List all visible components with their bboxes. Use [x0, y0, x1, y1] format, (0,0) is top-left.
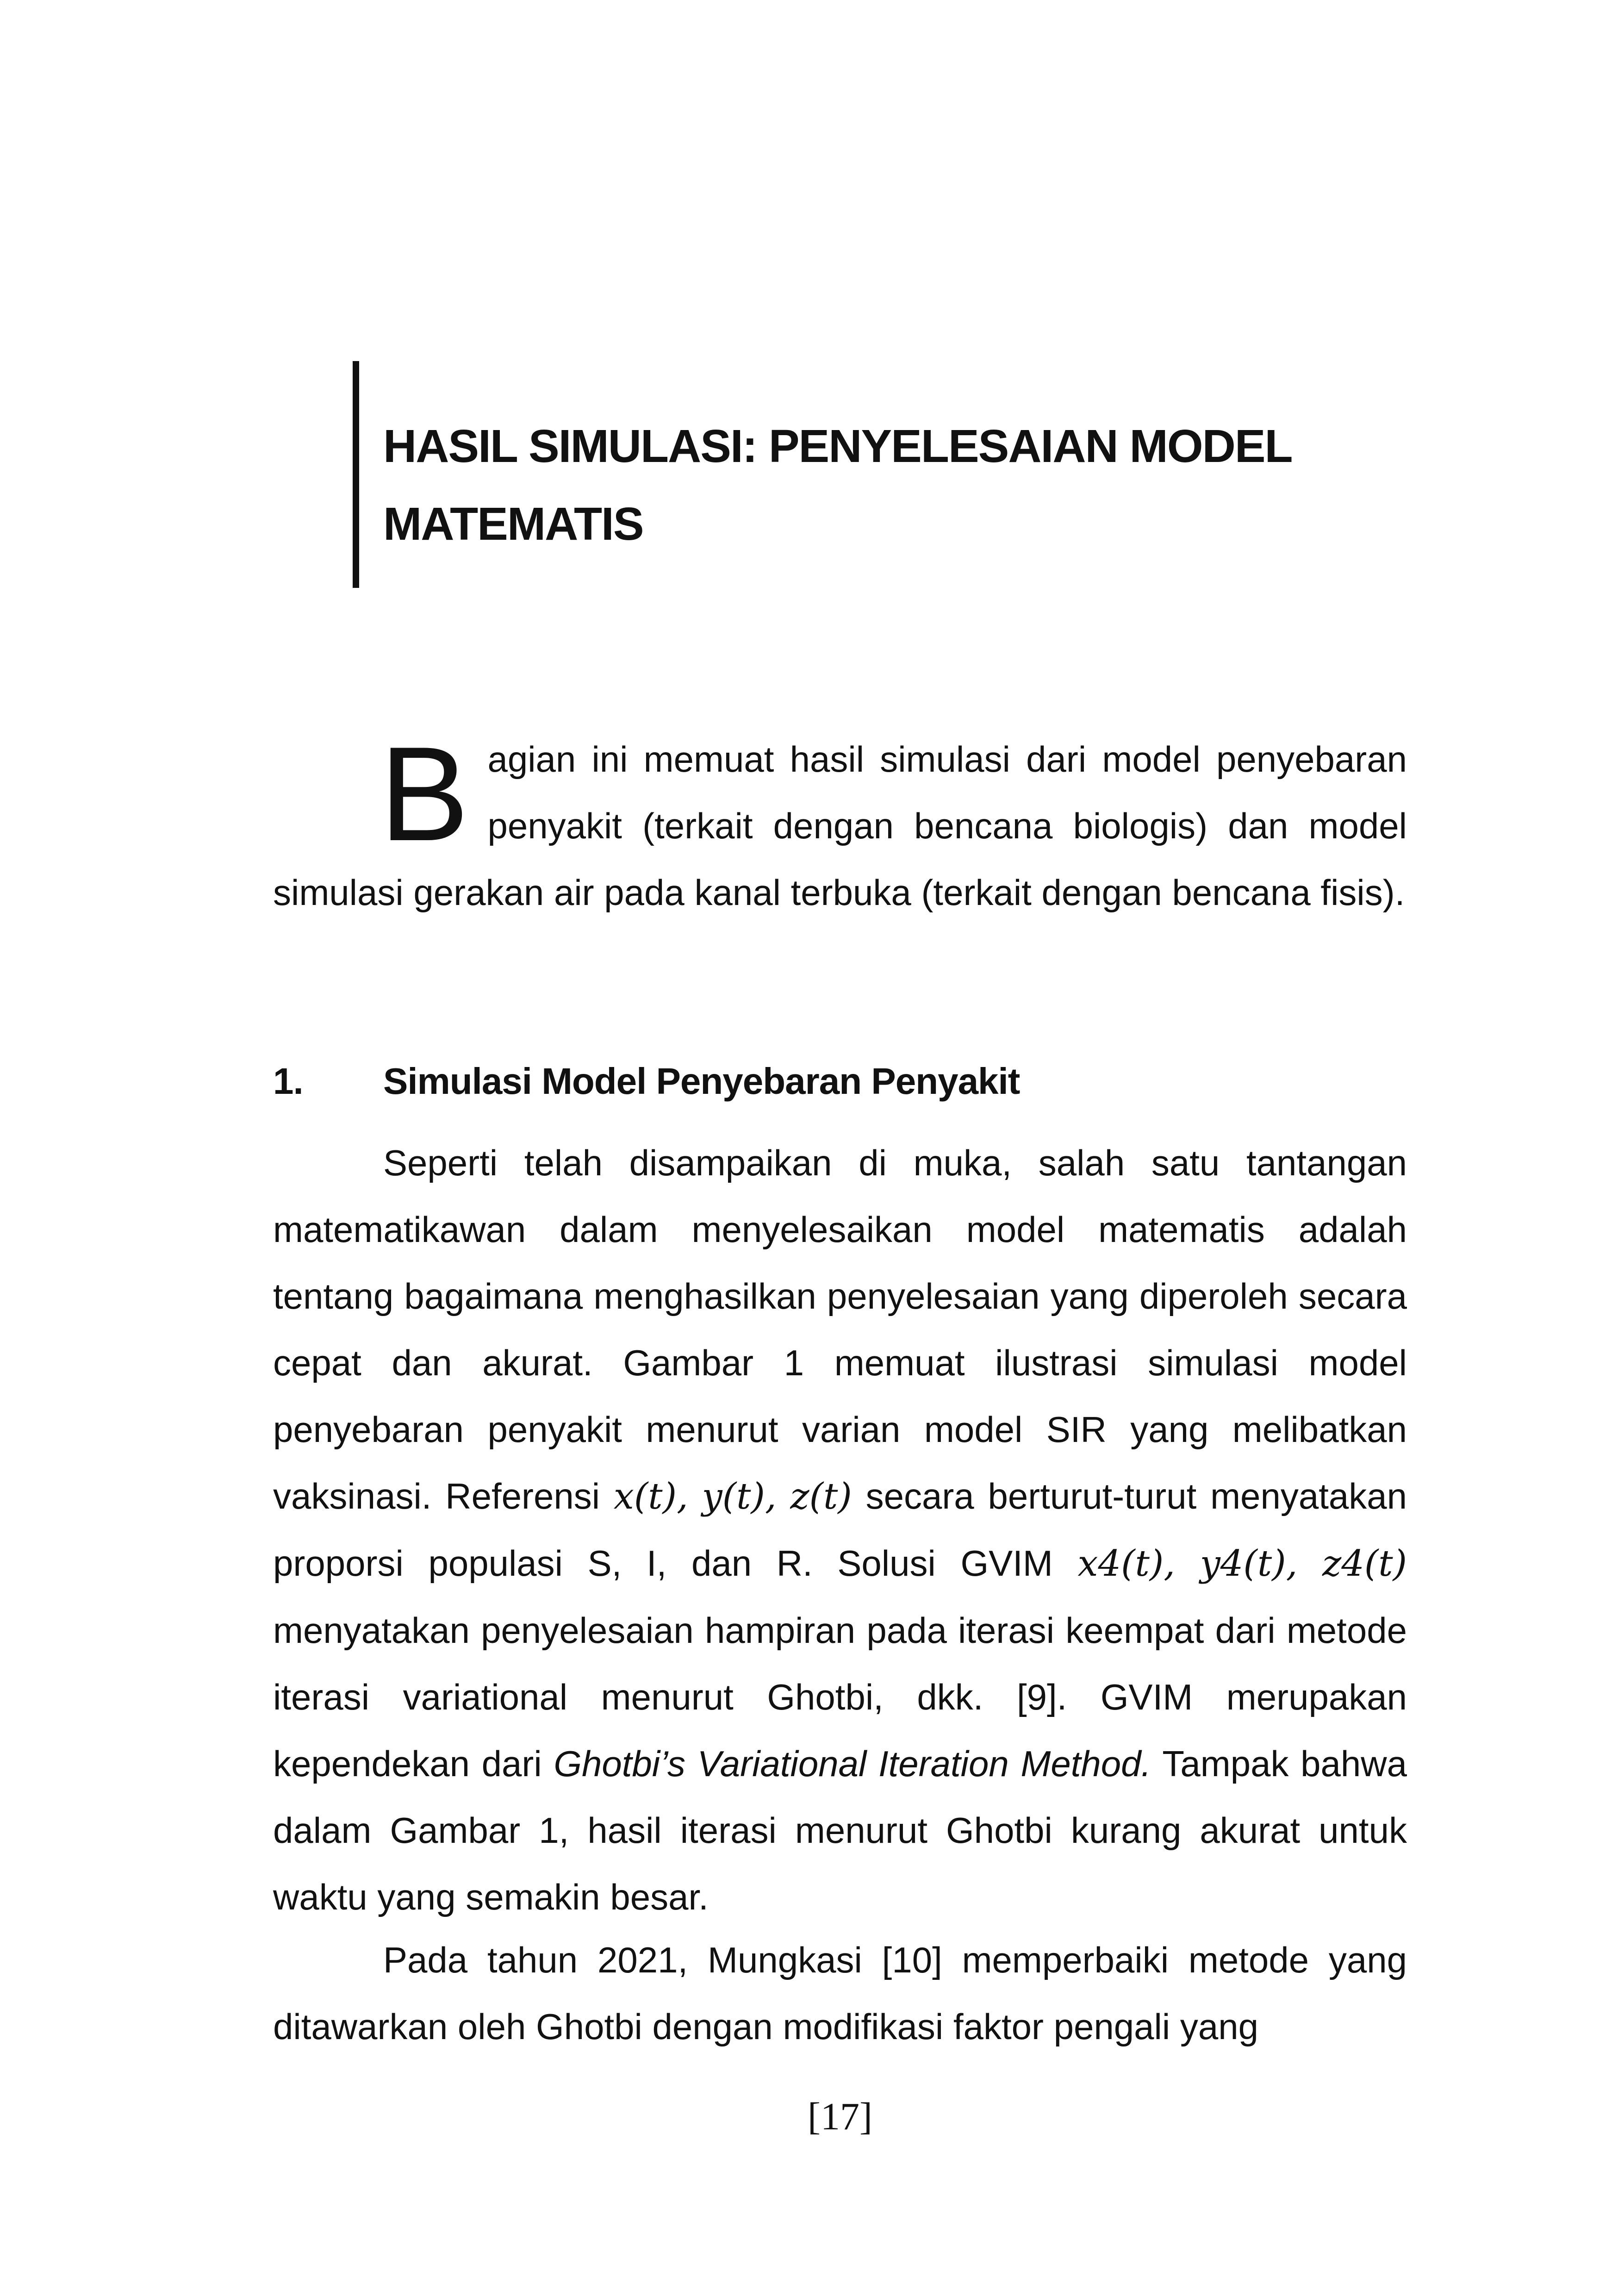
paragraph-text: menyatakan penyelesaian hampiran pada iterasi keempat dari metode iterasi variational menurut Ghotbi, dkk. [9]. GVIM merupakan kependekan dari [273, 1610, 1407, 1784]
intro-paragraph [273, 719, 1407, 926]
math-y-of-t: y(t), [702, 1476, 777, 1517]
chapter-title-bar [353, 361, 359, 588]
paragraph-text: Seperti telah disampaikan di muka, salah satu tantangan matematikawan dalam menyelesaikan model matematis adalah tentang bagaimana menghasilkan penyelesaian yang diperoleh secara cepat dan akurat. Gambar 1 memuat ilustrasi simulasi model penyebaran penyakit menurut varian model SIR yang melibatkan vaksinasi. Referensi [273, 1142, 1407, 1516]
section-heading [273, 1048, 1407, 1115]
method-name-italic: Ghotbi’s Variational Iteration Method. [554, 1743, 1151, 1784]
section-title: Simulasi Model Penyebaran Penyakit [383, 1061, 1020, 1102]
paragraph-text: Tampak bahwa dalam Gambar 1, hasil iterasi menurut Ghotbi kurang akurat untuk waktu yang semakin besar. [273, 1743, 1407, 1917]
math-x-of-t: x(t), [613, 1476, 688, 1517]
intro-text: agian ini memuat hasil simulasi dari model penyebaran penyakit (terkait dengan bencana biologis) dan model simulasi gerakan air pada kanal terbuka (terkait dengan bencana fisis). [273, 739, 1407, 913]
math-y4-of-t: y4(t), [1200, 1543, 1298, 1585]
body-paragraph-1 [273, 1129, 1407, 1930]
drop-cap-letter: B [380, 719, 469, 869]
body-paragraph-2: Pada tahun 2021, Mungkasi [10] memperbaiki metode yang ditawarkan oleh Ghotbi dengan modifikasi faktor pengali yang [273, 1940, 1407, 2047]
paragraph-text: secara berturut-turut menyatakan proporsi populasi S, I, dan R. Solusi GVIM [273, 1476, 1407, 1584]
chapter-title-line-2: MATEMATIS [383, 498, 643, 550]
chapter-title-line-1: HASIL SIMULASI: PENYELESAIAN MODEL [383, 420, 1292, 472]
chapter-title [383, 407, 1448, 563]
page-number: [17] [808, 2095, 872, 2138]
math-x4-of-t: x4(t), [1077, 1543, 1176, 1585]
math-z-of-t: z(t) [790, 1476, 852, 1517]
section-number: 1. [273, 1061, 303, 1102]
math-z4-of-t: z4(t) [1322, 1543, 1407, 1585]
